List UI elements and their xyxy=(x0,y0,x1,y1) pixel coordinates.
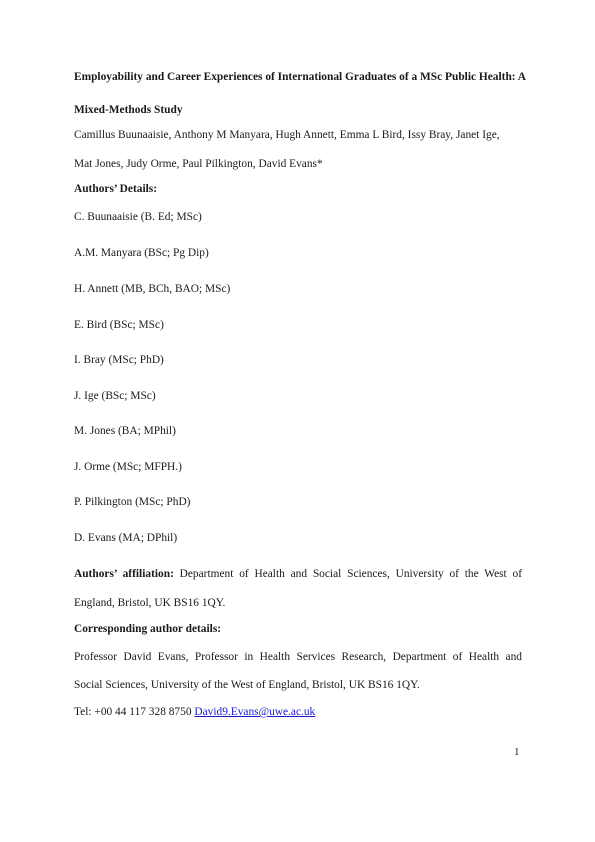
telephone-text: Tel: +00 44 117 328 8750 xyxy=(74,706,195,718)
page-number: 1 xyxy=(514,746,520,758)
author-detail-item: H. Annett (MB, BCh, BAO; MSc) xyxy=(74,283,231,295)
author-list-line-1: Camillus Buunaaisie, Anthony M Manyara, Hugh Annett, Emma L Bird, Issy Bray, Janet Ige, xyxy=(74,129,500,141)
affiliation-line-2: England, Bristol, UK BS16 1QY. xyxy=(74,597,226,609)
affiliation-line-1 xyxy=(74,567,522,581)
author-detail-item: J. Orme (MSc; MFPH.) xyxy=(74,461,182,473)
author-detail-item: D. Evans (MA; DPhil) xyxy=(74,532,178,544)
corresponding-author-heading: Corresponding author details: xyxy=(74,623,222,635)
author-detail-item: J. Ige (BSc; MSc) xyxy=(74,390,156,402)
author-detail-item: C. Buunaaisie (B. Ed; MSc) xyxy=(74,211,202,223)
paper-title-line-1: Employability and Career Experiences of International Graduates of a MSc Public Health: A xyxy=(74,71,527,83)
contact-line xyxy=(74,705,315,719)
author-list-line-2: Mat Jones, Judy Orme, Paul Pilkington, David Evans* xyxy=(74,158,323,170)
paper-title-line-2: Mixed-Methods Study xyxy=(74,104,183,116)
email-link[interactable]: David9.Evans@uwe.ac.uk xyxy=(194,706,316,718)
authors-details-heading: Authors’ Details: xyxy=(74,183,157,195)
affiliation-label: Authors’ affiliation: xyxy=(74,568,174,580)
affiliation-text: Department of Health and Social Sciences, University of the West of xyxy=(173,568,522,580)
author-detail-item: E. Bird (BSc; MSc) xyxy=(74,319,164,331)
author-detail-item: A.M. Manyara (BSc; Pg Dip) xyxy=(74,247,209,259)
author-detail-item: P. Pilkington (MSc; PhD) xyxy=(74,496,191,508)
corresponding-details-line-1: Professor David Evans, Professor in Health Services Research, Department of Health and xyxy=(74,651,522,663)
corresponding-details-line-2: Social Sciences, University of the West of England, Bristol, UK BS16 1QY. xyxy=(74,679,420,691)
author-detail-item: M. Jones (BA; MPhil) xyxy=(74,425,176,437)
author-detail-item: I. Bray (MSc; PhD) xyxy=(74,354,164,366)
